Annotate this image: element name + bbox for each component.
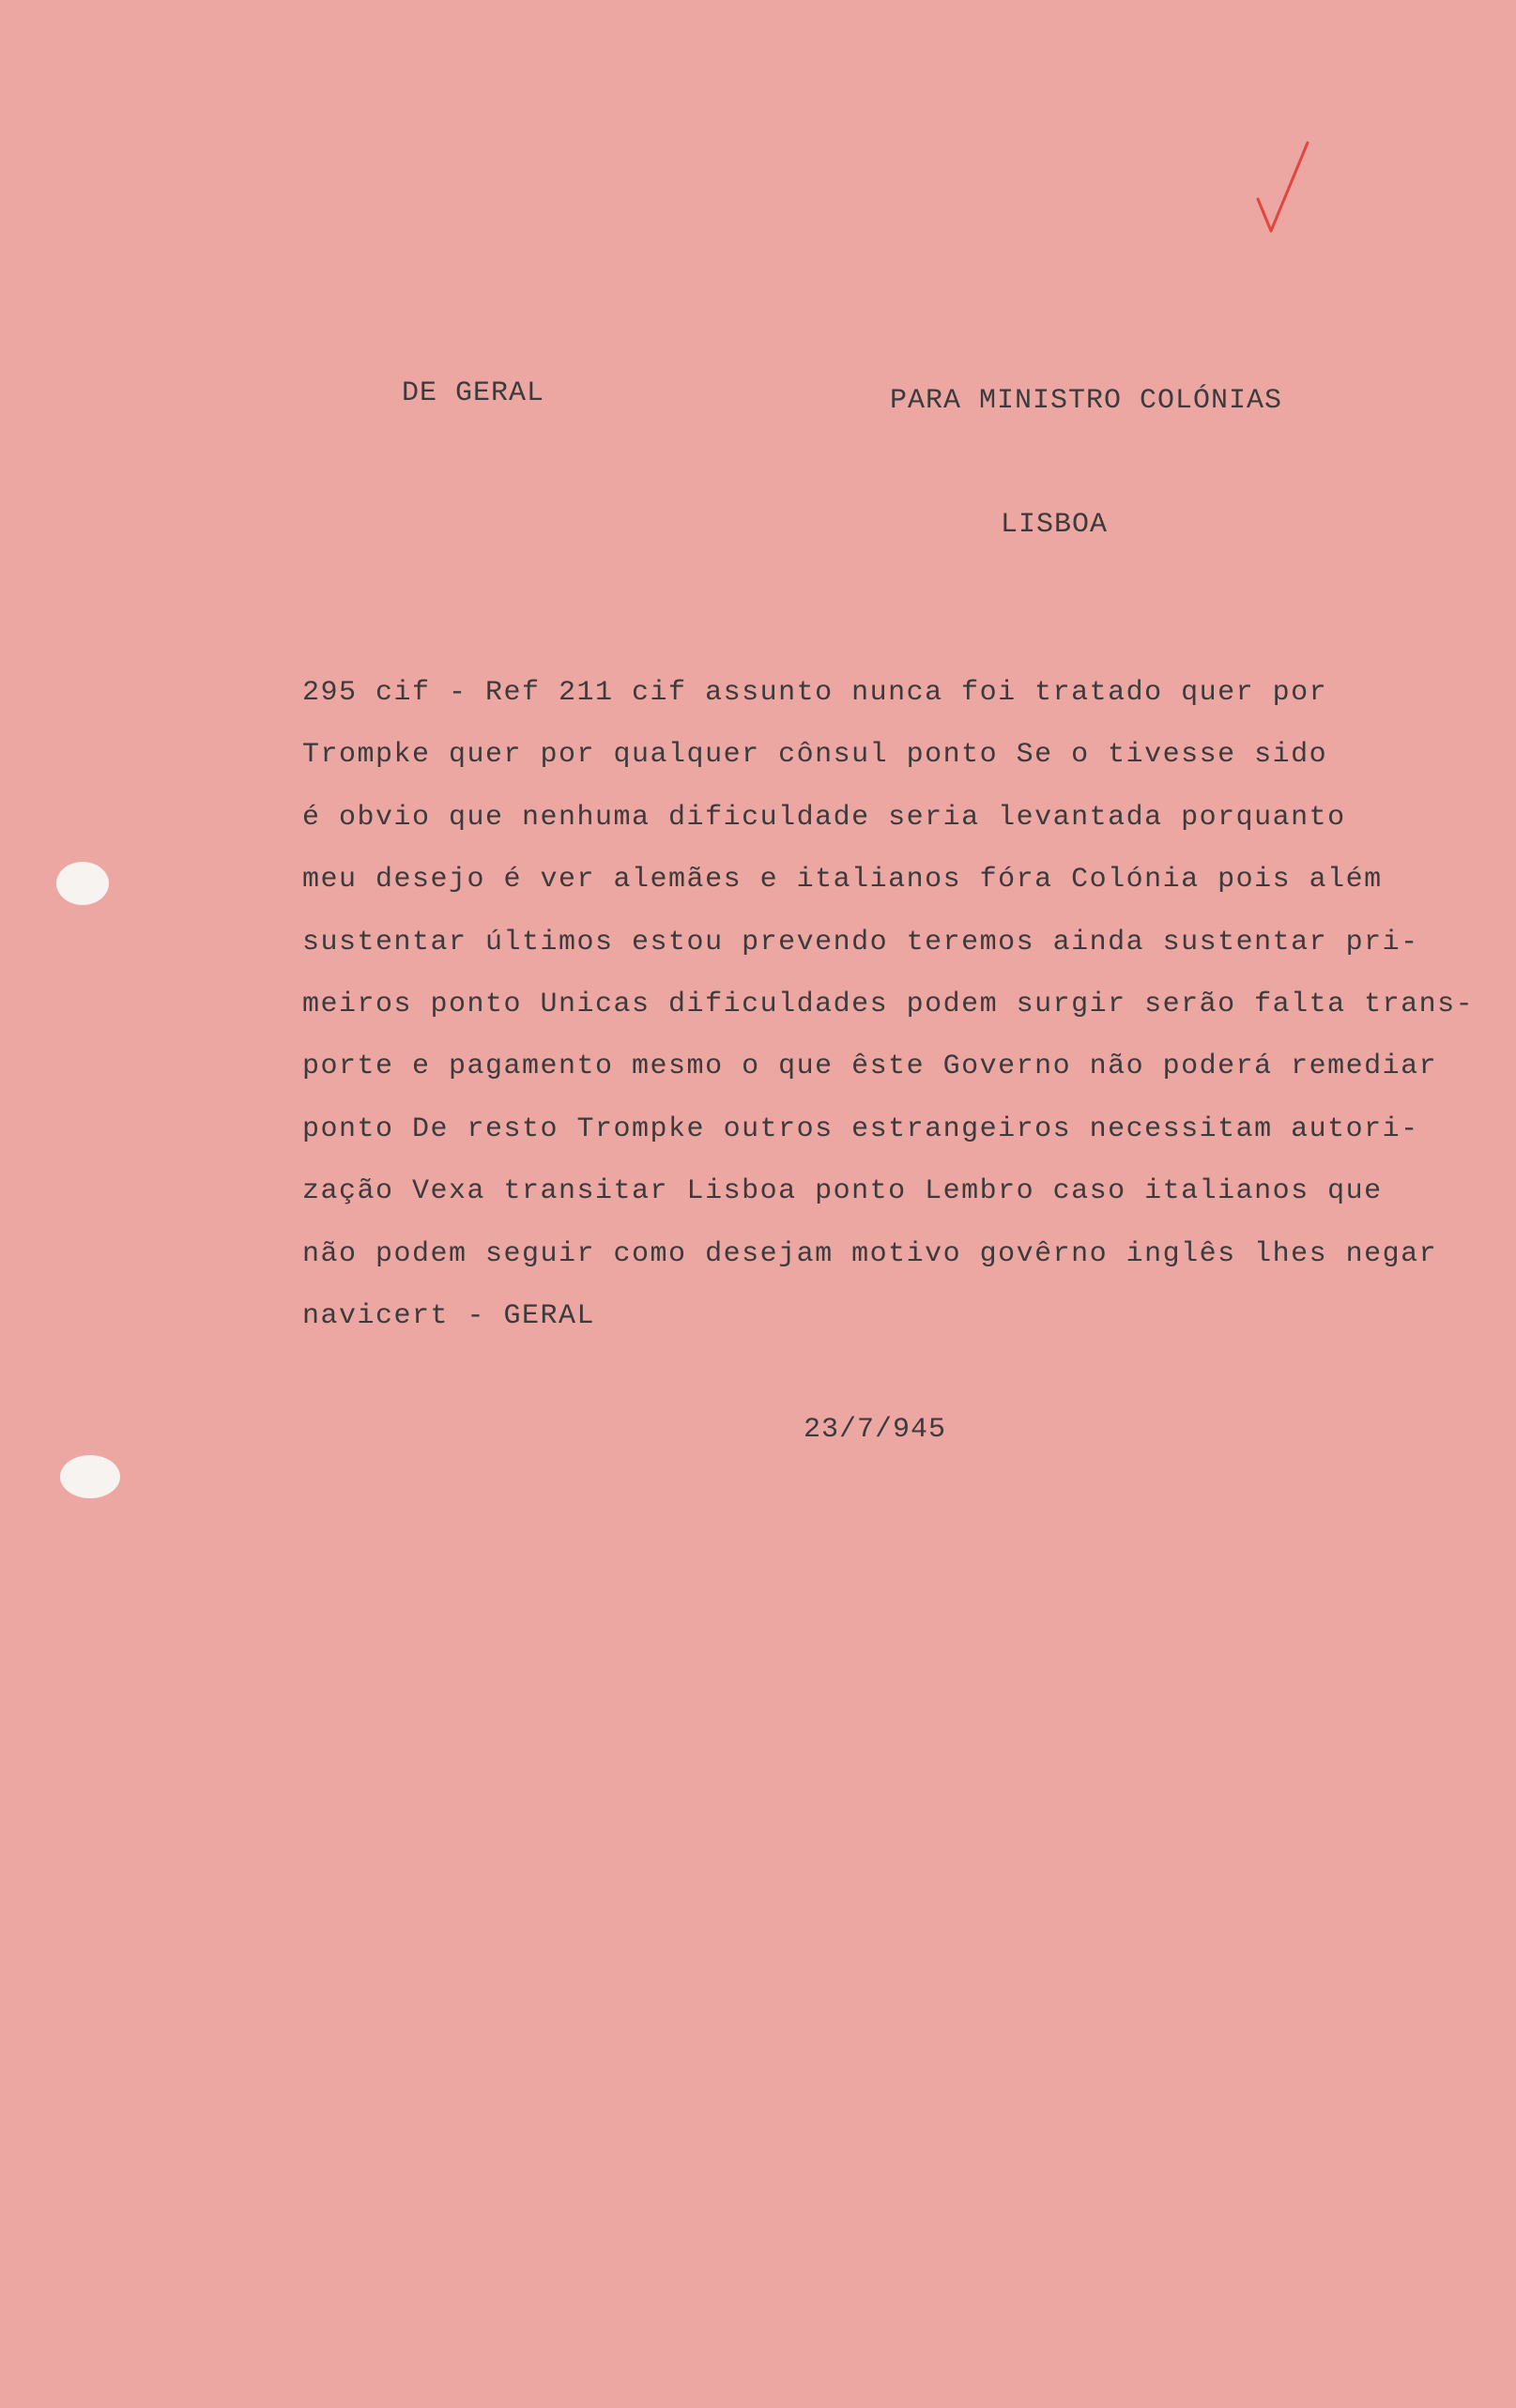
body-line: sustentar últimos estou prevendo teremos ainda sustentar pri- [302, 926, 1419, 959]
body-line: meiros ponto Unicas dificuldades podem surgir serão falta trans- [302, 988, 1475, 1020]
body-line: Trompke quer por qualquer cônsul ponto Se o tivesse sido [302, 739, 1328, 772]
body-line: zação Vexa transitar Lisboa ponto Lembro caso italianos que [302, 1175, 1383, 1208]
body-line: 295 cif - Ref 211 cif assunto nunca foi tratado quer por [302, 677, 1328, 709]
date-line: 23/7/945 [804, 1414, 947, 1446]
body-line: não podem seguir como desejam motivo govêrno inglês lhes negar [302, 1237, 1438, 1270]
binder-hole-tear-bottom [60, 1455, 120, 1498]
recipient-line: PARA MINISTRO COLÓNIAS [890, 385, 1283, 417]
recipient-city: LISBOA [1001, 509, 1109, 541]
binder-hole-tear-top [56, 862, 109, 905]
body-line: meu desejo é ver alemães e italianos fóra Colónia pois além [302, 864, 1383, 897]
checkmark-stroke [1258, 143, 1308, 231]
body-line: navicert - GERAL [302, 1299, 596, 1332]
body-line: é obvio que nenhuma dificuldade seria levantada porquanto [302, 801, 1346, 834]
body-line: ponto De resto Trompke outros estrangeiros necessitam autori- [302, 1112, 1419, 1145]
body-line: porte e pagamento mesmo o que êste Governo não poderá remediar [302, 1051, 1438, 1083]
sender-line: DE GERAL [402, 377, 545, 409]
telegram-body [302, 662, 1513, 1347]
checkmark-icon [1239, 131, 1314, 244]
